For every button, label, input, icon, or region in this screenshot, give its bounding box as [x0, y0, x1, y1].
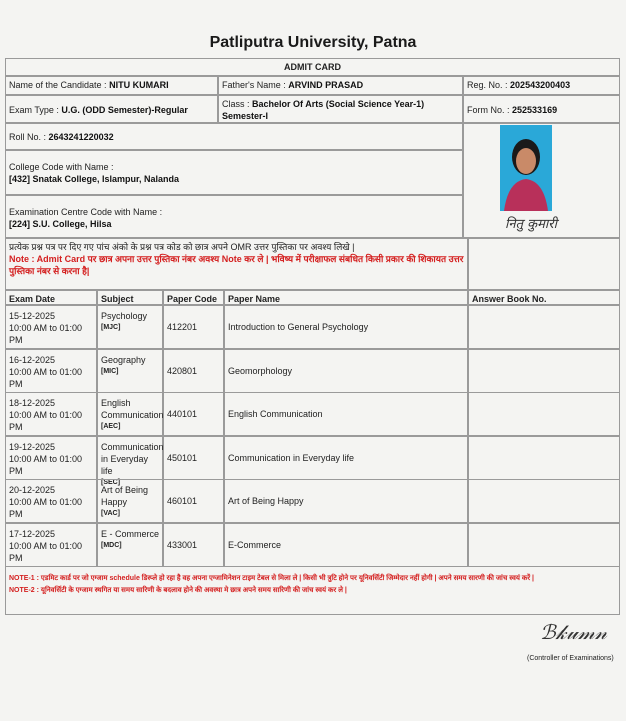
exam-date: 20-12-2025 10:00 AM to 01:00 PM — [5, 479, 97, 523]
exam-type: Exam Type : U.G. (ODD Semester)-Regular — [5, 95, 218, 123]
subject: Geography [MIC] — [97, 349, 163, 393]
notes: NOTE-1 : एडमिट कार्ड पर जो एग्जाम schedule डिस्प्ले हो रहा है वह अपना एग्जामिनेशन टाइम टेबल से मिला ले | किसी भी त्रुटि होने पर यूनिवर्सिटी जिम्मेदार नहीं होगी | अपने समय सारणी की जांच स्वयं करें | NOTE-2 : यूनिवर्सिटी के एग्जाम स्थगित या समय सारिणी के बदलाव होने की अवस्था मे छात्र अपने समय सारिणी की जांच स्वयं कर ले | — [5, 566, 620, 615]
exam-date: 18-12-2025 10:00 AM to 01:00 PM — [5, 392, 97, 436]
paper-name: Introduction to General Psychology — [224, 305, 468, 349]
instructions: प्रत्येक प्रश्न पत्र पर दिए गए पांच अंको के प्रश्न पत्र कोड को छात्र अपने OMR उत्तर पुस्तिका पर अवश्य लिखे | Note : Admit Card पर छात्र अपना उत्तर पुस्तिका नंबर अवश्य Note कर ले | भविष्य में परीक्षाफल संबधित किसी प्रकार की शिकायत उत्तर पुस्तिका नंबर से करना है| — [5, 238, 468, 290]
paper-name: Communication in Everyday life — [224, 436, 468, 480]
exam-centre: Examination Centre Code with Name : [224] S.U. College, Hilsa — [5, 195, 463, 238]
paper-code: 433001 — [163, 523, 224, 567]
subject: English Communication [AEC] — [97, 392, 163, 436]
admit-card-heading: ADMIT CARD — [5, 58, 620, 76]
exam-date: 16-12-2025 10:00 AM to 01:00 PM — [5, 349, 97, 393]
blank-cell — [468, 238, 620, 290]
column-header: Subject — [97, 290, 163, 305]
column-header: Exam Date — [5, 290, 97, 305]
exam-date: 15-12-2025 10:00 AM to 01:00 PM — [5, 305, 97, 349]
subject: Art of Being Happy [VAC] — [97, 479, 163, 523]
subject: Psychology [MJC] — [97, 305, 163, 349]
answer-book-no — [468, 523, 620, 567]
answer-book-no — [468, 349, 620, 393]
answer-book-no — [468, 305, 620, 349]
candidate-name: Name of the Candidate : NITU KUMARI — [5, 76, 218, 95]
father-name: Father's Name : ARVIND PRASAD — [218, 76, 463, 95]
paper-code: 460101 — [163, 479, 224, 523]
class: Class : Bachelor Of Arts (Social Science Year-1) Semester-I — [218, 95, 463, 123]
column-header: Paper Name — [224, 290, 468, 305]
exam-date: 17-12-2025 10:00 AM to 01:00 PM — [5, 523, 97, 567]
controller-label: (Controller of Examinations) — [527, 655, 614, 662]
paper-name: Geomorphology — [224, 349, 468, 393]
paper-code: 412201 — [163, 305, 224, 349]
answer-book-no — [468, 479, 620, 523]
column-header: Answer Book No. — [468, 290, 620, 305]
paper-name: English Communication — [224, 392, 468, 436]
subject: Communication in Everyday life [SEC] — [97, 436, 163, 480]
college: College Code with Name : [432] Snatak College, Islampur, Nalanda — [5, 150, 463, 195]
reg-no: Reg. No. : 202543200403 — [463, 76, 620, 95]
answer-book-no — [468, 392, 620, 436]
candidate-signature: नितु कुमारी — [505, 217, 557, 232]
candidate-photo — [500, 125, 552, 211]
paper-code: 450101 — [163, 436, 224, 480]
paper-code: 440101 — [163, 392, 224, 436]
roll-no: Roll No. : 2643241220032 — [5, 123, 463, 150]
subject: E - Commerce [MDC] — [97, 523, 163, 567]
university-title: Patliputra University, Patna — [209, 34, 417, 51]
column-header: Paper Code — [163, 290, 224, 305]
paper-code: 420801 — [163, 349, 224, 393]
paper-name: E-Commerce — [224, 523, 468, 567]
answer-book-no — [468, 436, 620, 480]
exam-date: 19-12-2025 10:00 AM to 01:00 PM — [5, 436, 97, 480]
paper-name: Art of Being Happy — [224, 479, 468, 523]
controller-signature: ℬ𝓀𝓊𝓂𝓃 — [540, 620, 608, 644]
form-no: Form No. : 252533169 — [463, 95, 620, 123]
